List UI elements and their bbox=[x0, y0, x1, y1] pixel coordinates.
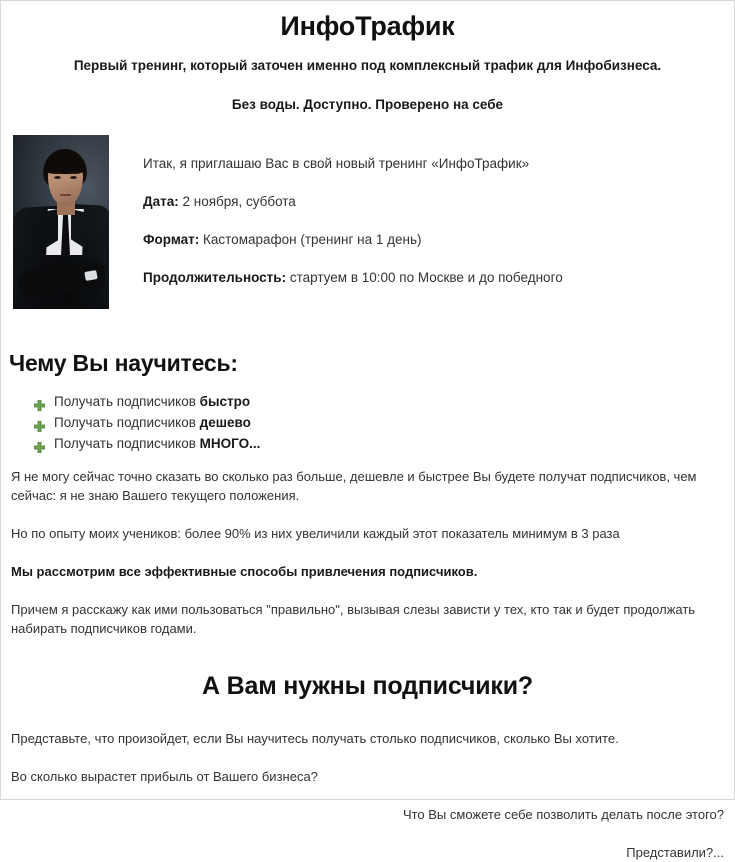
list-item bbox=[34, 391, 724, 412]
list-item-emphasis: быстро bbox=[199, 394, 251, 409]
detail-format bbox=[143, 231, 718, 249]
intro-block bbox=[11, 135, 724, 321]
cta-paragraph-2: Во сколько вырастет прибыль от Вашего бизнеса? bbox=[11, 769, 318, 784]
cta-paragraph-1: Представьте, что произойдет, если Вы научитесь получать столько подписчиков, сколько Вы хотите. bbox=[11, 731, 619, 746]
learn-paragraph-4: Причем я расскажу как ими пользоваться "правильно", вызывая слезы зависти у тех, кто так и будет продолжать набирать подписчиков годами. bbox=[11, 602, 696, 636]
green-plus-icon bbox=[34, 417, 45, 428]
intro-details bbox=[143, 155, 718, 287]
photo-brow-right bbox=[69, 172, 78, 174]
photo-eye-right bbox=[70, 176, 77, 179]
cta-heading: А Вам нужны подписчики? bbox=[202, 672, 533, 700]
list-item-emphasis: дешево bbox=[199, 415, 251, 430]
author-photo bbox=[13, 135, 109, 309]
list-item-emphasis: МНОГО... bbox=[199, 436, 261, 451]
cta-paragraph-3: Что Вы сможете себе позволить делать после этого? bbox=[402, 807, 724, 822]
detail-duration-value: стартуем в 10:00 по Москве и до победного bbox=[289, 270, 563, 285]
detail-date bbox=[143, 193, 718, 211]
invitation-line: Итак, я приглашаю Вас в свой новый тренинг «ИнфоТрафик» bbox=[143, 156, 530, 171]
detail-duration-label: Продолжительность: bbox=[143, 270, 287, 285]
detail-duration bbox=[143, 269, 718, 287]
list-item bbox=[34, 433, 724, 454]
green-plus-icon bbox=[34, 396, 45, 407]
photo-background bbox=[13, 135, 109, 309]
learn-paragraph-3: Мы рассмотрим все эффективные способы привлечения подписчиков. bbox=[11, 564, 478, 579]
cta-paragraph-4: Представили?... bbox=[626, 845, 724, 860]
photo-hair-front bbox=[44, 150, 86, 174]
page-subtitle-secondary: Без воды. Доступно. Проверено на себе bbox=[231, 97, 504, 112]
list-item bbox=[34, 412, 724, 433]
photo-mouth bbox=[60, 194, 71, 196]
learn-paragraph-2: Но по опыту моих учеников: более 90% из них увеличили каждый этот показатель минимум в 3 раза bbox=[11, 526, 620, 541]
list-item-text: Получать подписчиков bbox=[54, 436, 200, 451]
detail-format-label: Формат: bbox=[143, 232, 200, 247]
benefits-list bbox=[11, 391, 724, 454]
photo-eye-left bbox=[54, 176, 61, 179]
learn-section-heading: Чему Вы научитесь: bbox=[9, 350, 238, 376]
list-item-text: Получать подписчиков bbox=[54, 394, 200, 409]
spacer bbox=[11, 702, 724, 716]
page-content bbox=[1, 9, 734, 862]
page-title: ИнфоТрафик bbox=[280, 11, 455, 41]
photo-brow-left bbox=[53, 172, 62, 174]
learn-paragraph-1: Я не могу сейчас точно сказать во сколько раз больше, дешевле и быстрее Вы будете получат подписчиков, чем сейчас: я не знаю Вашего текущего положения. bbox=[11, 469, 697, 503]
detail-date-label: Дата: bbox=[143, 194, 179, 209]
page-subtitle-primary: Первый тренинг, который заточен именно под комплексный трафик для Инфобизнеса. bbox=[73, 58, 662, 73]
detail-date-value: 2 ноября, суббота bbox=[182, 194, 296, 209]
detail-format-value: Кастомарафон (тренинг на 1 день) bbox=[203, 232, 422, 247]
list-item-text: Получать подписчиков bbox=[54, 415, 200, 430]
green-plus-icon bbox=[34, 438, 45, 449]
